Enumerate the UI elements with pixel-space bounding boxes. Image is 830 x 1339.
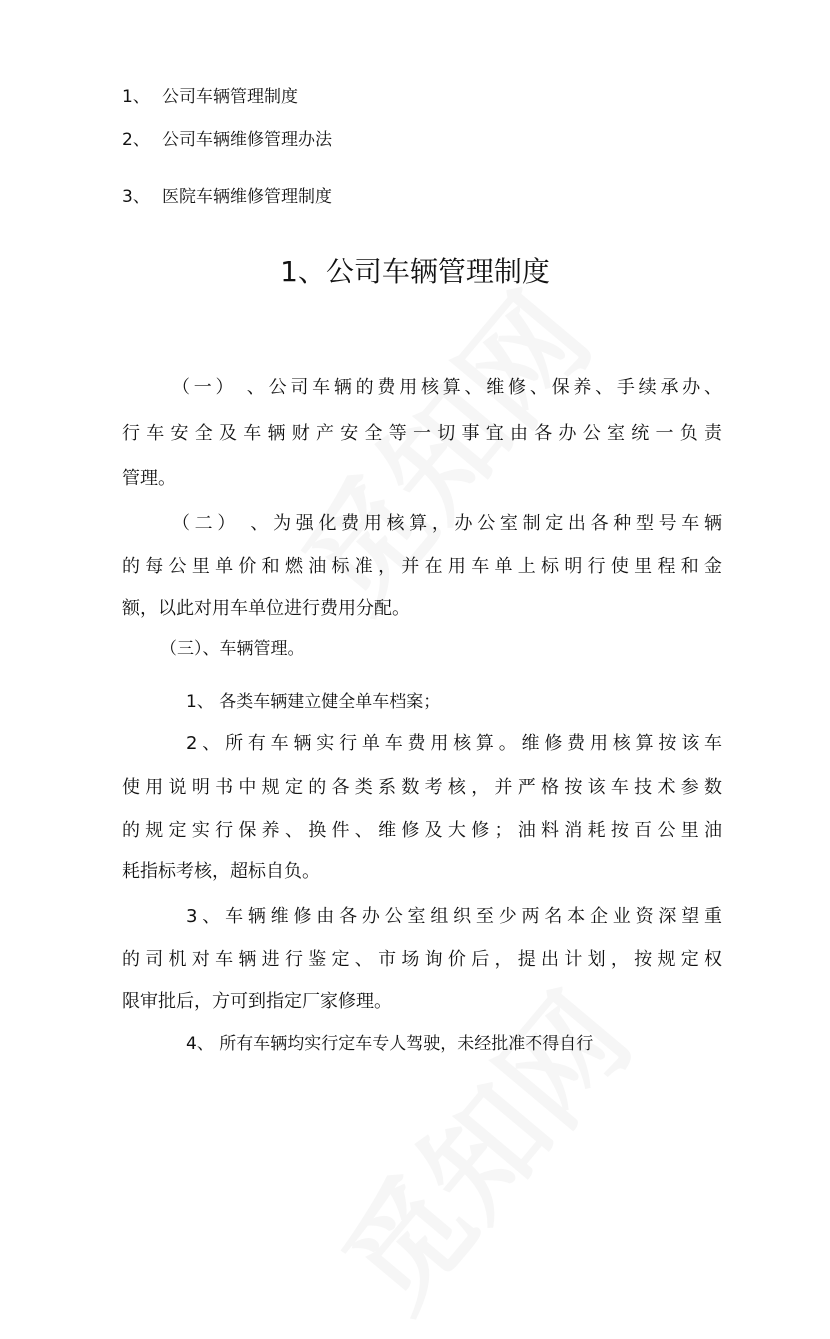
para2-line-1: （二） 、为强化费用核算，办公室制定出各种型号车辆 (172, 513, 722, 534)
toc-item-3 (122, 182, 332, 207)
toc-label: 公司车辆维修管理办法 (162, 130, 332, 150)
toc-label: 公司车辆管理制度 (162, 87, 298, 107)
item2-line-2: 使用说明书中规定的各类系数考核，并严格按该车技术参数 (122, 777, 722, 798)
para1-line-1: （一） 、公司车辆的费用核算、维修、保养、手续承办、 (172, 377, 722, 398)
item2-line-4: 耗指标考核，超标自负。 (122, 861, 320, 882)
toc-number: 3、 (122, 187, 150, 207)
toc-item-2 (122, 125, 332, 150)
item3-line-3: 限审批后，方可到指定厂家修理。 (122, 991, 392, 1012)
section-title: 1、公司车辆管理制度 (280, 255, 550, 288)
para2-line-2: 的每公里单价和燃油标准，并在用车单上标明行使里程和金 (122, 556, 722, 577)
para1-line-2: 行车安全及车辆财产安全等一切事宜由各办公室统一负责 (122, 423, 722, 444)
item3-line-1: 3、车辆维修由各办公室组织至少两名本企业资深望重 (186, 906, 722, 927)
toc-number: 1、 (122, 87, 150, 107)
item-1: 1、 各类车辆建立健全单车档案； (186, 692, 441, 712)
toc-number: 2、 (122, 130, 150, 150)
para1-line-3: 管理。 (122, 468, 176, 489)
item3-line-2: 的司机对车辆进行鉴定、市场询价后，提出计划，按规定权 (122, 949, 722, 970)
para3-heading: （三）、车辆管理。 (160, 639, 305, 659)
item-4: 4、 所有车辆均实行定车专人驾驶，未经批准不得自行 (186, 1034, 594, 1054)
watermark (258, 253, 621, 639)
item2-line-3: 的规定实行保养、换件、维修及大修；油料消耗按百公里油 (122, 820, 722, 841)
toc-item-1 (122, 82, 298, 107)
toc-label: 医院车辆维修管理制度 (162, 187, 332, 207)
para2-line-3: 额，以此对用车单位进行费用分配。 (122, 598, 410, 619)
item2-line-1: 2、所有车辆实行单车费用核算。维修费用核算按该车 (186, 733, 722, 754)
